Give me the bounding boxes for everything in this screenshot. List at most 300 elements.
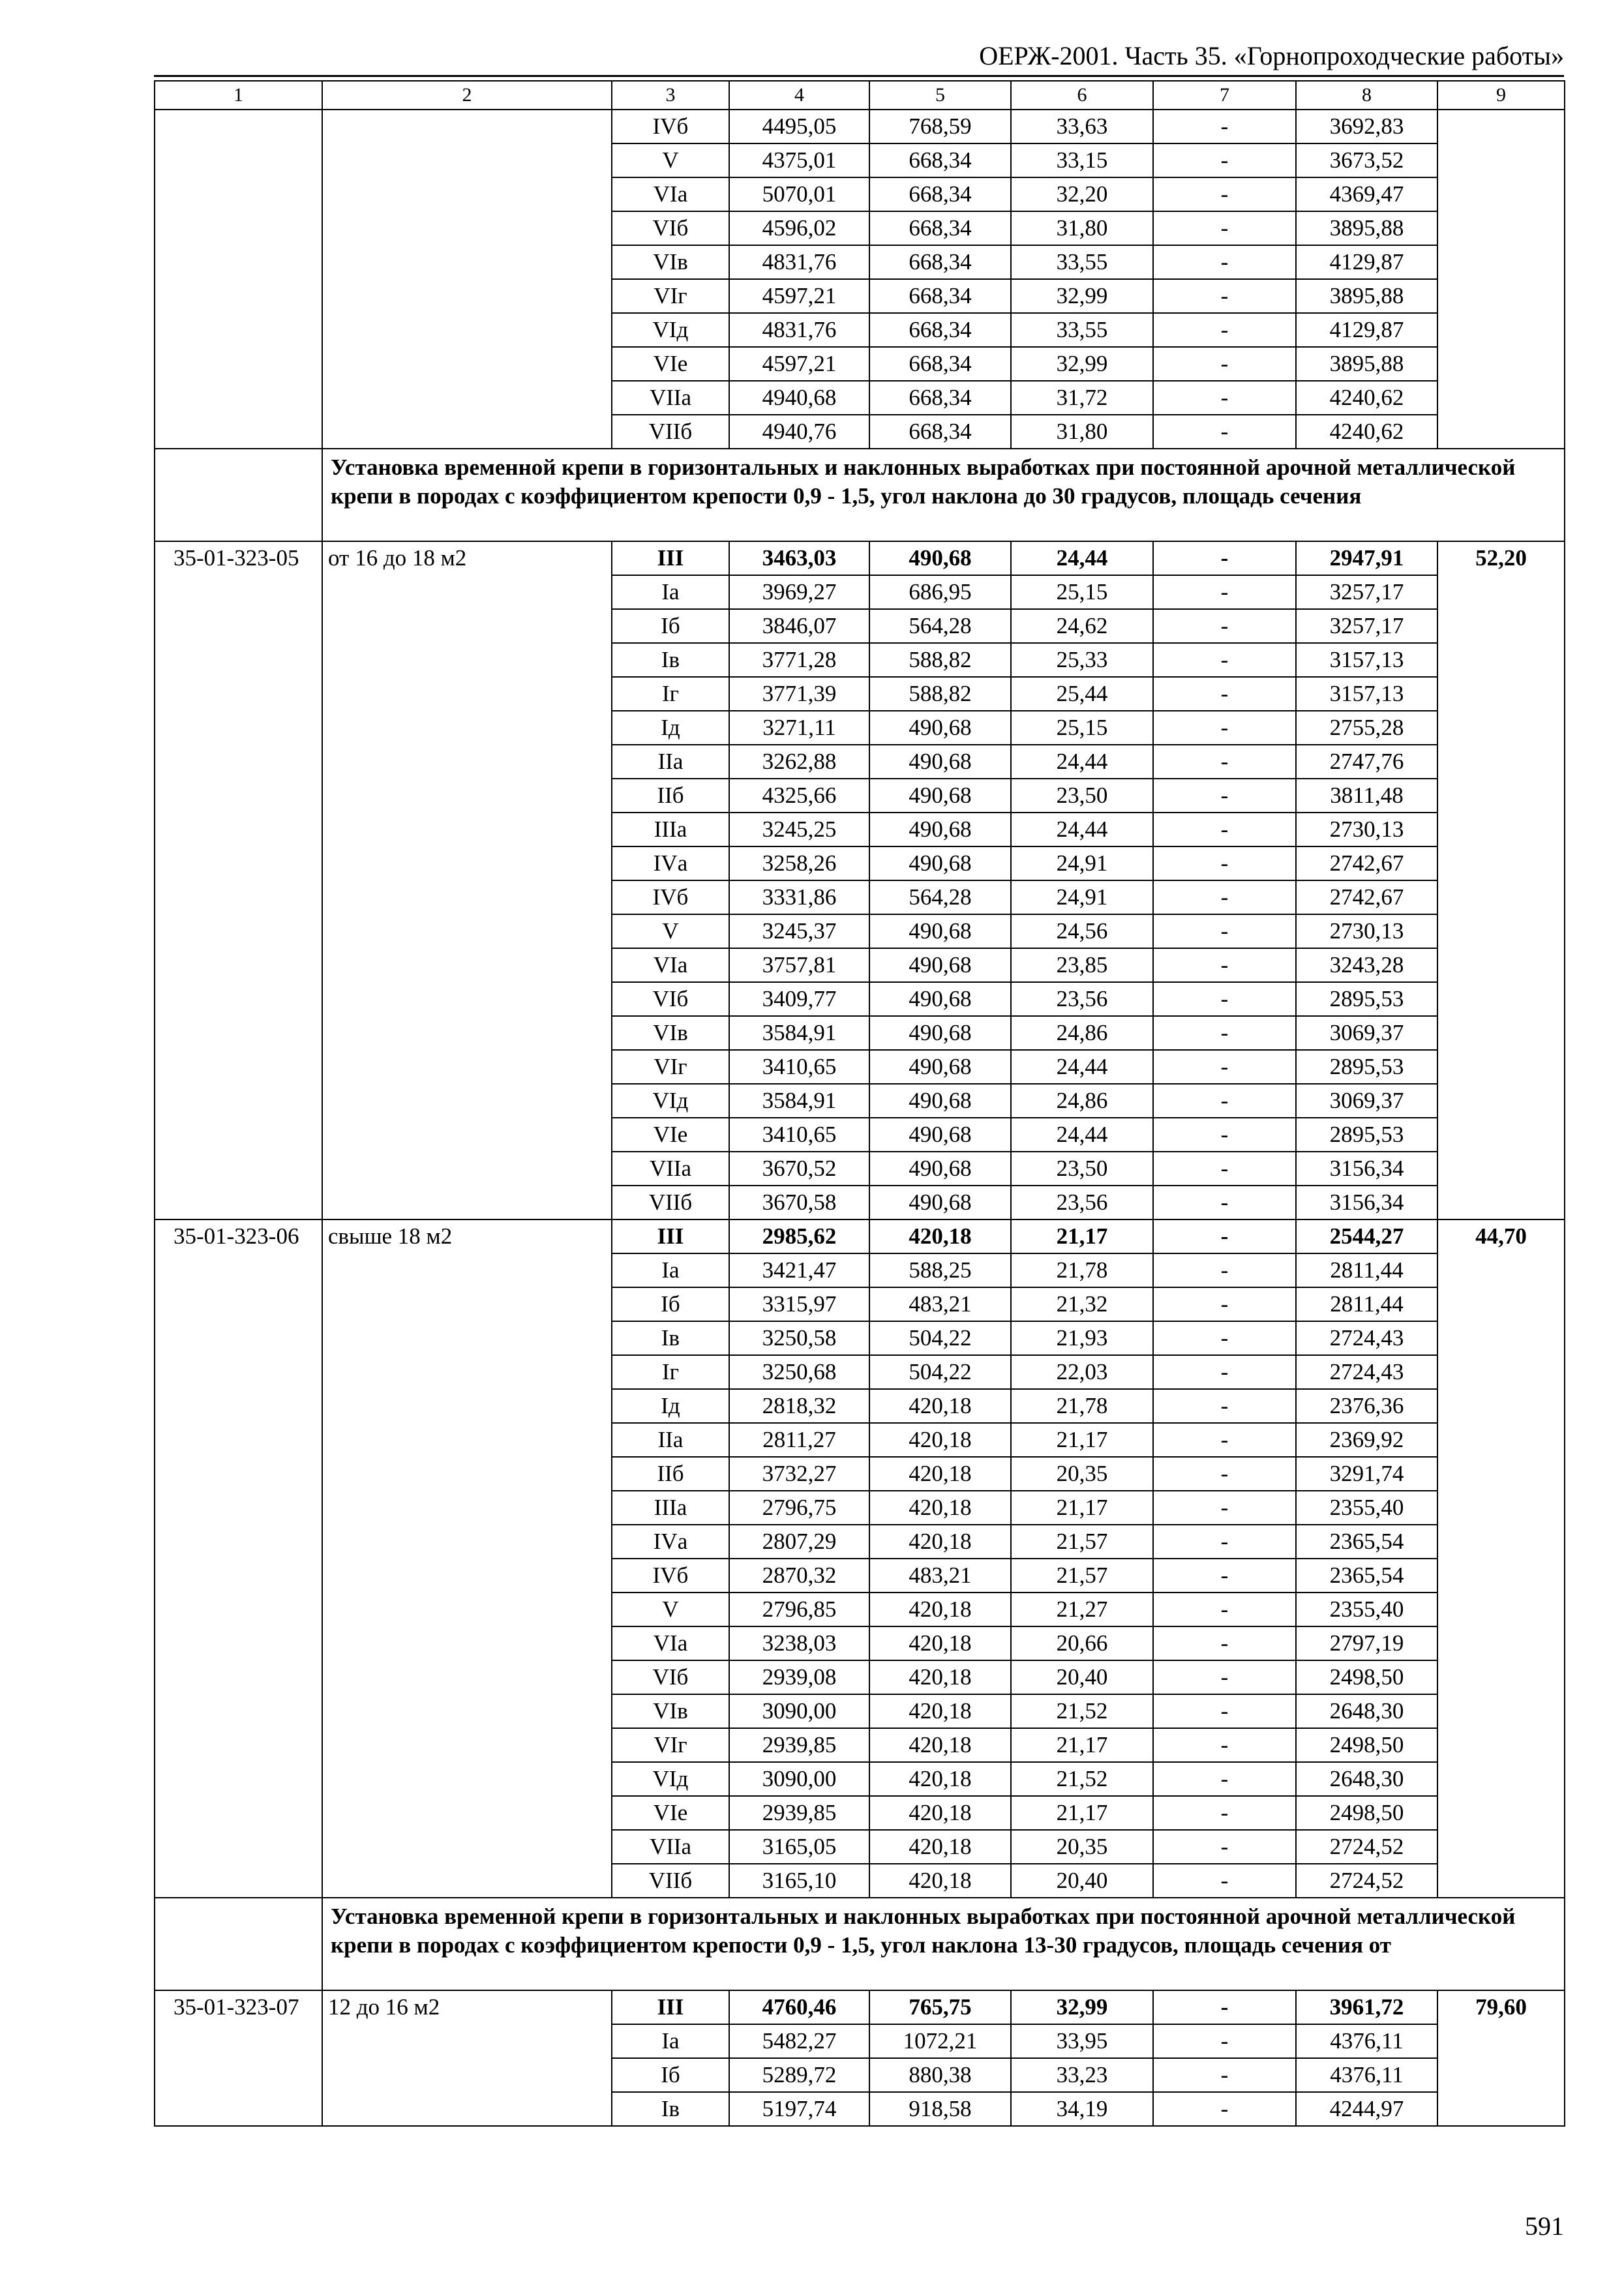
- total-cost: 4375,01: [729, 143, 869, 177]
- machine-cost: 25,44: [1011, 677, 1153, 711]
- machinist-wages: -: [1153, 177, 1296, 211]
- labor-cost: 490,68: [869, 1186, 1011, 1219]
- labor-cost: 420,18: [869, 1728, 1011, 1762]
- total-cost: 2939,85: [729, 1728, 869, 1762]
- labor-cost: 564,28: [869, 880, 1011, 914]
- region-code: Iа: [612, 1253, 729, 1287]
- region-code: Iв: [612, 643, 729, 677]
- machinist-wages: -: [1153, 643, 1296, 677]
- materials-cost: 2365,54: [1296, 1559, 1437, 1593]
- machine-cost: 21,17: [1011, 1219, 1153, 1253]
- labor-cost: 490,68: [869, 846, 1011, 880]
- region-code: Iв: [612, 2092, 729, 2126]
- rate-code: 35-01-323-07: [155, 1990, 322, 2126]
- machinist-wages: -: [1153, 1321, 1296, 1355]
- labor-cost: 490,68: [869, 1084, 1011, 1118]
- machinist-wages: -: [1153, 1050, 1296, 1084]
- region-code: VIе: [612, 347, 729, 381]
- labor-cost: 420,18: [869, 1660, 1011, 1694]
- machine-cost: 33,55: [1011, 245, 1153, 279]
- machinist-wages: -: [1153, 1457, 1296, 1491]
- machinist-wages: -: [1153, 1253, 1296, 1287]
- materials-cost: 2498,50: [1296, 1728, 1437, 1762]
- total-cost: 3771,39: [729, 677, 869, 711]
- labor-cost: 490,68: [869, 813, 1011, 846]
- machinist-wages: -: [1153, 1762, 1296, 1796]
- total-cost: 3271,11: [729, 711, 869, 745]
- labor-cost: 420,18: [869, 1593, 1011, 1626]
- total-cost: 3165,10: [729, 1864, 869, 1898]
- machinist-wages: -: [1153, 1990, 1296, 2024]
- machinist-wages: -: [1153, 1118, 1296, 1152]
- region-code: Iв: [612, 1321, 729, 1355]
- materials-cost: 3243,28: [1296, 948, 1437, 982]
- labor-norm: 44,70: [1437, 1219, 1565, 1898]
- machinist-wages: -: [1153, 211, 1296, 245]
- materials-cost: 3961,72: [1296, 1990, 1437, 2024]
- materials-cost: 4129,87: [1296, 245, 1437, 279]
- total-cost: 3258,26: [729, 846, 869, 880]
- total-cost: 4940,76: [729, 415, 869, 449]
- rate-name: свыше 18 м2: [322, 1219, 612, 1898]
- machine-cost: 24,44: [1011, 813, 1153, 846]
- column-number: 5: [869, 81, 1011, 110]
- region-code: VIIб: [612, 415, 729, 449]
- machinist-wages: -: [1153, 1830, 1296, 1864]
- table-row: [155, 1990, 1565, 2024]
- materials-cost: 2747,76: [1296, 745, 1437, 779]
- total-cost: 3584,91: [729, 1016, 869, 1050]
- materials-cost: 3895,88: [1296, 347, 1437, 381]
- machinist-wages: -: [1153, 415, 1296, 449]
- machine-cost: 23,56: [1011, 982, 1153, 1016]
- total-cost: 4597,21: [729, 279, 869, 313]
- machinist-wages: -: [1153, 313, 1296, 347]
- total-cost: 4495,05: [729, 110, 869, 143]
- region-code: IIа: [612, 745, 729, 779]
- labor-cost: 490,68: [869, 779, 1011, 813]
- region-code: VIг: [612, 1728, 729, 1762]
- region-code: VIд: [612, 1084, 729, 1118]
- column-number-row: [155, 81, 1565, 110]
- total-cost: 4940,68: [729, 381, 869, 415]
- total-cost: 3165,05: [729, 1830, 869, 1864]
- materials-cost: 2724,52: [1296, 1864, 1437, 1898]
- labor-norm: 79,60: [1437, 1990, 1565, 2126]
- total-cost: 3410,65: [729, 1050, 869, 1084]
- machinist-wages: -: [1153, 143, 1296, 177]
- labor-cost: 483,21: [869, 1287, 1011, 1321]
- machine-cost: 21,52: [1011, 1694, 1153, 1728]
- table-row: [155, 541, 1565, 575]
- region-code: IVб: [612, 880, 729, 914]
- materials-cost: 4369,47: [1296, 177, 1437, 211]
- total-cost: 3757,81: [729, 948, 869, 982]
- materials-cost: 3692,83: [1296, 110, 1437, 143]
- machinist-wages: -: [1153, 245, 1296, 279]
- machine-cost: 24,44: [1011, 541, 1153, 575]
- machine-cost: 21,17: [1011, 1796, 1153, 1830]
- region-code: Iа: [612, 2024, 729, 2058]
- total-cost: 4325,66: [729, 779, 869, 813]
- region-code: IIIа: [612, 813, 729, 846]
- machinist-wages: -: [1153, 914, 1296, 948]
- machine-cost: 21,32: [1011, 1287, 1153, 1321]
- table-row: [155, 1219, 1565, 1253]
- labor-cost: 420,18: [869, 1762, 1011, 1796]
- materials-cost: 2369,92: [1296, 1423, 1437, 1457]
- total-cost: 3670,52: [729, 1152, 869, 1186]
- region-code: IVа: [612, 846, 729, 880]
- machinist-wages: -: [1153, 2092, 1296, 2126]
- machinist-wages: -: [1153, 1423, 1296, 1457]
- page-header: ОЕРЖ-2001. Часть 35. «Горнопроходческие работы»: [979, 41, 1564, 70]
- materials-cost: 2755,28: [1296, 711, 1437, 745]
- labor-norm: [1437, 110, 1565, 449]
- total-cost: 3245,37: [729, 914, 869, 948]
- materials-cost: 2797,19: [1296, 1626, 1437, 1660]
- labor-cost: 490,68: [869, 541, 1011, 575]
- region-code: VIв: [612, 1016, 729, 1050]
- labor-cost: 588,82: [869, 643, 1011, 677]
- labor-cost: 768,59: [869, 110, 1011, 143]
- machinist-wages: -: [1153, 2024, 1296, 2058]
- region-code: VIв: [612, 1694, 729, 1728]
- materials-cost: 2724,43: [1296, 1321, 1437, 1355]
- machine-cost: 32,99: [1011, 279, 1153, 313]
- materials-cost: 3257,17: [1296, 609, 1437, 643]
- labor-cost: 490,68: [869, 1152, 1011, 1186]
- region-code: VIб: [612, 1660, 729, 1694]
- machinist-wages: -: [1153, 1525, 1296, 1559]
- region-code: V: [612, 914, 729, 948]
- machinist-wages: -: [1153, 779, 1296, 813]
- machine-cost: 31,80: [1011, 211, 1153, 245]
- materials-cost: 4240,62: [1296, 381, 1437, 415]
- machine-cost: 24,44: [1011, 1050, 1153, 1084]
- labor-cost: 668,34: [869, 415, 1011, 449]
- region-code: VIг: [612, 279, 729, 313]
- total-cost: 3584,91: [729, 1084, 869, 1118]
- region-code: VIг: [612, 1050, 729, 1084]
- materials-cost: 4129,87: [1296, 313, 1437, 347]
- region-code: IIIа: [612, 1491, 729, 1525]
- total-cost: 5070,01: [729, 177, 869, 211]
- labor-cost: 420,18: [869, 1491, 1011, 1525]
- materials-cost: 3069,37: [1296, 1084, 1437, 1118]
- machinist-wages: -: [1153, 1626, 1296, 1660]
- total-cost: 4760,46: [729, 1990, 869, 2024]
- machine-cost: 20,35: [1011, 1830, 1153, 1864]
- labor-cost: 765,75: [869, 1990, 1011, 2024]
- region-code: III: [612, 541, 729, 575]
- column-number: 9: [1437, 81, 1565, 110]
- region-code: VIIа: [612, 1152, 729, 1186]
- total-cost: 4831,76: [729, 313, 869, 347]
- section-spacer-cell: [155, 449, 322, 541]
- machine-cost: 21,78: [1011, 1389, 1153, 1423]
- machine-cost: 23,85: [1011, 948, 1153, 982]
- machine-cost: 22,03: [1011, 1355, 1153, 1389]
- labor-cost: 668,34: [869, 279, 1011, 313]
- machine-cost: 31,72: [1011, 381, 1153, 415]
- labor-cost: 686,95: [869, 575, 1011, 609]
- total-cost: 3421,47: [729, 1253, 869, 1287]
- region-code: VIе: [612, 1118, 729, 1152]
- total-cost: 3410,65: [729, 1118, 869, 1152]
- materials-cost: 4244,97: [1296, 2092, 1437, 2126]
- region-code: Iг: [612, 1355, 729, 1389]
- labor-norm: 52,20: [1437, 541, 1565, 1219]
- total-cost: 4831,76: [729, 245, 869, 279]
- total-cost: 5197,74: [729, 2092, 869, 2126]
- total-cost: 2939,85: [729, 1796, 869, 1830]
- rate-code: 35-01-323-05: [155, 541, 322, 1219]
- region-code: VIв: [612, 245, 729, 279]
- machinist-wages: -: [1153, 1864, 1296, 1898]
- materials-cost: 2544,27: [1296, 1219, 1437, 1253]
- machinist-wages: -: [1153, 1287, 1296, 1321]
- materials-cost: 3157,13: [1296, 643, 1437, 677]
- machinist-wages: -: [1153, 2058, 1296, 2092]
- region-code: III: [612, 1219, 729, 1253]
- total-cost: 4596,02: [729, 211, 869, 245]
- machinist-wages: -: [1153, 1728, 1296, 1762]
- total-cost: 2985,62: [729, 1219, 869, 1253]
- labor-cost: 490,68: [869, 1118, 1011, 1152]
- materials-cost: 3673,52: [1296, 143, 1437, 177]
- machine-cost: 33,23: [1011, 2058, 1153, 2092]
- region-code: III: [612, 1990, 729, 2024]
- machine-cost: 21,78: [1011, 1253, 1153, 1287]
- total-cost: 3315,97: [729, 1287, 869, 1321]
- materials-cost: 2730,13: [1296, 914, 1437, 948]
- region-code: V: [612, 143, 729, 177]
- machinist-wages: -: [1153, 1084, 1296, 1118]
- region-code: Iа: [612, 575, 729, 609]
- region-code: VIд: [612, 313, 729, 347]
- labor-cost: 668,34: [869, 143, 1011, 177]
- materials-cost: 3811,48: [1296, 779, 1437, 813]
- machine-cost: 23,50: [1011, 1152, 1153, 1186]
- materials-cost: 3157,13: [1296, 677, 1437, 711]
- machine-cost: 33,95: [1011, 2024, 1153, 2058]
- machine-cost: 21,57: [1011, 1525, 1153, 1559]
- machinist-wages: -: [1153, 1796, 1296, 1830]
- labor-cost: 483,21: [869, 1559, 1011, 1593]
- materials-cost: 2724,52: [1296, 1830, 1437, 1864]
- region-code: Iг: [612, 677, 729, 711]
- machinist-wages: -: [1153, 347, 1296, 381]
- labor-cost: 668,34: [869, 177, 1011, 211]
- region-code: V: [612, 1593, 729, 1626]
- labor-cost: 668,34: [869, 381, 1011, 415]
- machine-cost: 23,50: [1011, 779, 1153, 813]
- machine-cost: 24,91: [1011, 846, 1153, 880]
- machinist-wages: -: [1153, 1389, 1296, 1423]
- materials-cost: 2730,13: [1296, 813, 1437, 846]
- machine-cost: 25,15: [1011, 711, 1153, 745]
- total-cost: 3090,00: [729, 1762, 869, 1796]
- total-cost: 3969,27: [729, 575, 869, 609]
- materials-cost: 2648,30: [1296, 1694, 1437, 1728]
- machine-cost: 32,99: [1011, 347, 1153, 381]
- column-number: 1: [155, 81, 322, 110]
- labor-cost: 420,18: [869, 1626, 1011, 1660]
- machine-cost: 21,52: [1011, 1762, 1153, 1796]
- materials-cost: 2947,91: [1296, 541, 1437, 575]
- total-cost: 3238,03: [729, 1626, 869, 1660]
- total-cost: 3732,27: [729, 1457, 869, 1491]
- materials-cost: 2895,53: [1296, 1118, 1437, 1152]
- machine-cost: 32,99: [1011, 1990, 1153, 2024]
- machinist-wages: -: [1153, 1219, 1296, 1253]
- labor-cost: 490,68: [869, 1016, 1011, 1050]
- region-code: VIа: [612, 177, 729, 211]
- machine-cost: 20,35: [1011, 1457, 1153, 1491]
- machine-cost: 31,80: [1011, 415, 1153, 449]
- region-code: VIIб: [612, 1864, 729, 1898]
- region-code: VIIа: [612, 1830, 729, 1864]
- section-row: [155, 1898, 1565, 1990]
- materials-cost: 2811,44: [1296, 1287, 1437, 1321]
- total-cost: 3846,07: [729, 609, 869, 643]
- labor-cost: 420,18: [869, 1796, 1011, 1830]
- table-row: [155, 110, 1565, 143]
- materials-cost: 2498,50: [1296, 1796, 1437, 1830]
- labor-cost: 668,34: [869, 211, 1011, 245]
- labor-cost: 490,68: [869, 711, 1011, 745]
- machine-cost: 25,33: [1011, 643, 1153, 677]
- region-code: VIIб: [612, 1186, 729, 1219]
- materials-cost: 2895,53: [1296, 1050, 1437, 1084]
- materials-cost: 4376,11: [1296, 2058, 1437, 2092]
- total-cost: 5482,27: [729, 2024, 869, 2058]
- labor-cost: 490,68: [869, 1050, 1011, 1084]
- region-code: VIд: [612, 1762, 729, 1796]
- labor-cost: 420,18: [869, 1864, 1011, 1898]
- region-code: VIе: [612, 1796, 729, 1830]
- rate-name: 12 до 16 м2: [322, 1990, 612, 2126]
- region-code: Iд: [612, 1389, 729, 1423]
- labor-cost: 1072,21: [869, 2024, 1011, 2058]
- materials-cost: 2365,54: [1296, 1525, 1437, 1559]
- region-code: VIа: [612, 1626, 729, 1660]
- machine-cost: 24,91: [1011, 880, 1153, 914]
- total-cost: 3250,68: [729, 1355, 869, 1389]
- materials-cost: 2498,50: [1296, 1660, 1437, 1694]
- labor-cost: 504,22: [869, 1321, 1011, 1355]
- region-code: IIб: [612, 1457, 729, 1491]
- materials-cost: 3895,88: [1296, 279, 1437, 313]
- machinist-wages: -: [1153, 982, 1296, 1016]
- machine-cost: 34,19: [1011, 2092, 1153, 2126]
- total-cost: 3331,86: [729, 880, 869, 914]
- materials-cost: 3069,37: [1296, 1016, 1437, 1050]
- machinist-wages: -: [1153, 541, 1296, 575]
- total-cost: 3262,88: [729, 745, 869, 779]
- machinist-wages: -: [1153, 279, 1296, 313]
- machine-cost: 20,40: [1011, 1864, 1153, 1898]
- materials-cost: 2648,30: [1296, 1762, 1437, 1796]
- total-cost: 2818,32: [729, 1389, 869, 1423]
- region-code: Iб: [612, 609, 729, 643]
- machine-cost: 24,44: [1011, 1118, 1153, 1152]
- rate-code: [155, 110, 322, 449]
- total-cost: 2796,75: [729, 1491, 869, 1525]
- machine-cost: 21,17: [1011, 1491, 1153, 1525]
- labor-cost: 490,68: [869, 745, 1011, 779]
- machinist-wages: -: [1153, 1694, 1296, 1728]
- materials-cost: 2811,44: [1296, 1253, 1437, 1287]
- materials-cost: 2376,36: [1296, 1389, 1437, 1423]
- materials-cost: 3156,34: [1296, 1152, 1437, 1186]
- total-cost: 2796,85: [729, 1593, 869, 1626]
- machinist-wages: -: [1153, 846, 1296, 880]
- region-code: IVа: [612, 1525, 729, 1559]
- rate-name: [322, 110, 612, 449]
- machinist-wages: -: [1153, 677, 1296, 711]
- machinist-wages: -: [1153, 381, 1296, 415]
- materials-cost: 2724,43: [1296, 1355, 1437, 1389]
- labor-cost: 668,34: [869, 347, 1011, 381]
- machinist-wages: -: [1153, 1152, 1296, 1186]
- labor-cost: 420,18: [869, 1525, 1011, 1559]
- materials-cost: 2355,40: [1296, 1491, 1437, 1525]
- labor-cost: 880,38: [869, 2058, 1011, 2092]
- total-cost: 3409,77: [729, 982, 869, 1016]
- labor-cost: 420,18: [869, 1694, 1011, 1728]
- total-cost: 2807,29: [729, 1525, 869, 1559]
- machinist-wages: -: [1153, 1016, 1296, 1050]
- materials-cost: 3895,88: [1296, 211, 1437, 245]
- region-code: IVб: [612, 1559, 729, 1593]
- total-cost: 2811,27: [729, 1423, 869, 1457]
- rates-table: [154, 80, 1565, 2127]
- total-cost: 4597,21: [729, 347, 869, 381]
- total-cost: 3771,28: [729, 643, 869, 677]
- machine-cost: 24,86: [1011, 1084, 1153, 1118]
- machinist-wages: -: [1153, 575, 1296, 609]
- machine-cost: 21,17: [1011, 1423, 1153, 1457]
- machine-cost: 32,20: [1011, 177, 1153, 211]
- total-cost: 3670,58: [729, 1186, 869, 1219]
- labor-cost: 490,68: [869, 982, 1011, 1016]
- region-code: VIа: [612, 948, 729, 982]
- column-number: 6: [1011, 81, 1153, 110]
- machine-cost: 20,40: [1011, 1660, 1153, 1694]
- labor-cost: 668,34: [869, 245, 1011, 279]
- region-code: Iд: [612, 711, 729, 745]
- machine-cost: 23,56: [1011, 1186, 1153, 1219]
- materials-cost: 3257,17: [1296, 575, 1437, 609]
- machinist-wages: -: [1153, 880, 1296, 914]
- column-number: 7: [1153, 81, 1296, 110]
- machine-cost: 21,93: [1011, 1321, 1153, 1355]
- column-number: 8: [1296, 81, 1437, 110]
- labor-cost: 420,18: [869, 1423, 1011, 1457]
- labor-cost: 420,18: [869, 1389, 1011, 1423]
- machine-cost: 33,15: [1011, 143, 1153, 177]
- materials-cost: 4240,62: [1296, 415, 1437, 449]
- machine-cost: 21,27: [1011, 1593, 1153, 1626]
- total-cost: 2870,32: [729, 1559, 869, 1593]
- materials-cost: 4376,11: [1296, 2024, 1437, 2058]
- region-code: VIб: [612, 211, 729, 245]
- machine-cost: 24,56: [1011, 914, 1153, 948]
- machinist-wages: -: [1153, 1355, 1296, 1389]
- materials-cost: 3291,74: [1296, 1457, 1437, 1491]
